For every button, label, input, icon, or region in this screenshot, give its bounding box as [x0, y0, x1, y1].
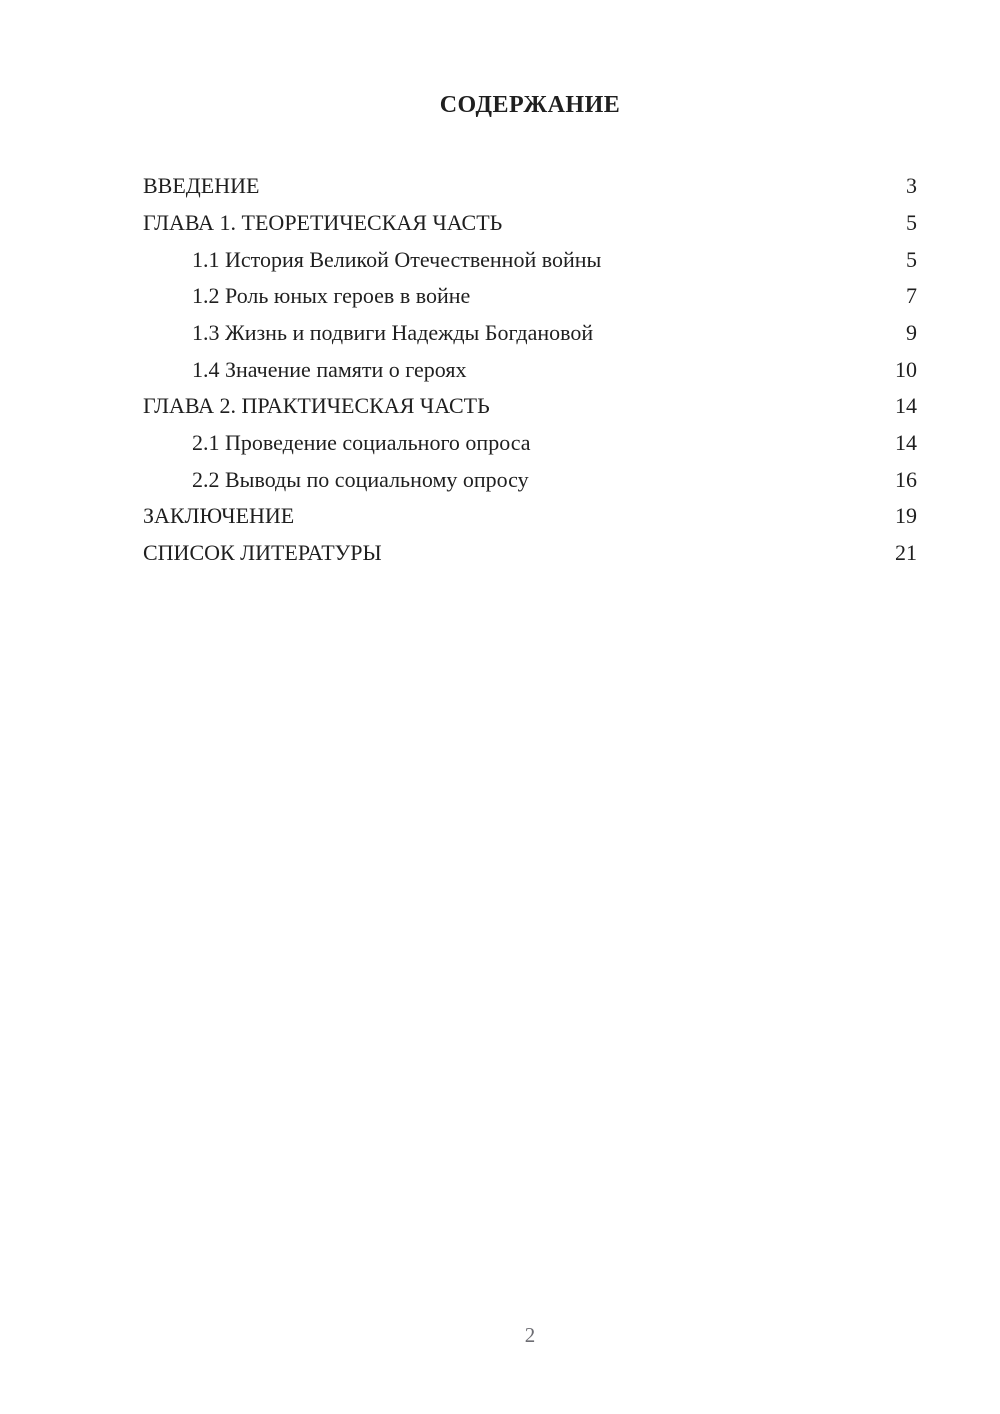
toc-entry [143, 388, 917, 425]
toc-entry-page-number: 14 [895, 393, 917, 419]
toc-entry-page-number: 7 [906, 283, 917, 309]
toc-entry-page-number: 16 [895, 466, 917, 492]
toc-entry [143, 462, 917, 499]
toc-entry-page-number: 5 [906, 246, 917, 272]
toc-entry-page-number: 19 [895, 503, 917, 529]
table-of-contents [143, 168, 917, 572]
toc-entry-label: 2.1 Проведение социального опроса [192, 430, 531, 455]
toc-entry-label: ГЛАВА 2. ПРАКТИЧЕСКАЯ ЧАСТЬ [143, 393, 490, 419]
toc-entry [143, 168, 917, 205]
toc-entry [143, 352, 917, 389]
toc-entry-label: 1.3 Жизнь и подвиги Надежды Богдановой [192, 319, 594, 345]
toc-entry [143, 242, 917, 279]
toc-entry-page-number: 10 [895, 356, 917, 382]
toc-entry-page-number: 3 [906, 173, 917, 199]
toc-entry [143, 315, 917, 352]
toc-entry-page-number: 9 [906, 319, 917, 345]
toc-entry-label: ВВЕДЕНИЕ [143, 173, 260, 199]
toc-entry [143, 498, 917, 535]
toc-entry [143, 205, 917, 242]
toc-entry [143, 425, 917, 462]
toc-entry-page-number: 14 [895, 430, 917, 455]
toc-entry [143, 278, 917, 315]
toc-entry-label: 1.2 Роль юных героев в войне [192, 283, 471, 309]
page-title: СОДЕРЖАНИЕ [439, 92, 621, 118]
toc-entry-label: СПИСОК ЛИТЕРАТУРЫ [143, 540, 382, 566]
toc-entry-page-number: 21 [895, 540, 917, 566]
toc-entry [143, 535, 917, 572]
toc-entry-label: 1.4 Значение памяти о героях [192, 356, 467, 382]
footer-page-number: 2 [524, 1323, 536, 1347]
toc-entry-label: 1.1 История Великой Отечественной войны [192, 246, 602, 272]
toc-entry-label: ГЛАВА 1. ТЕОРЕТИЧЕСКАЯ ЧАСТЬ [143, 209, 503, 235]
toc-entry-label: 2.2 Выводы по социальному опросу [192, 466, 529, 492]
toc-entry-label: ЗАКЛЮЧЕНИЕ [143, 503, 295, 529]
toc-entry-page-number: 5 [906, 209, 917, 235]
